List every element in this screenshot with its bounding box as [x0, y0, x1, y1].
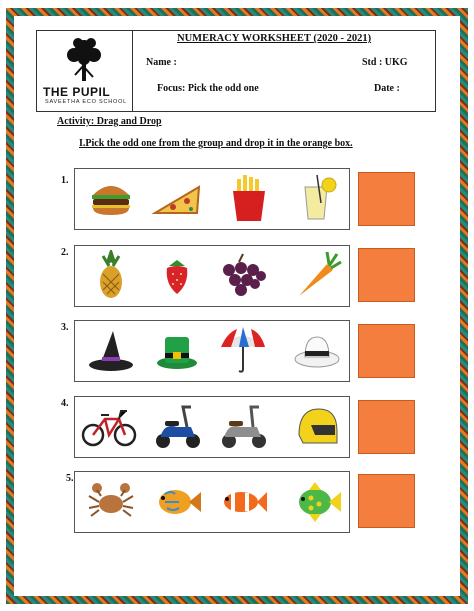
- drop-box-5[interactable]: [358, 474, 415, 528]
- witch-hat-icon[interactable]: [85, 325, 137, 375]
- focus-label: Focus: Pick the odd one: [157, 83, 259, 94]
- blue-scooter-icon[interactable]: [151, 401, 203, 451]
- question-number: 1.: [61, 175, 69, 186]
- drop-box-3[interactable]: [358, 324, 415, 378]
- crab-icon[interactable]: [85, 476, 137, 526]
- question-number: 4.: [61, 398, 69, 409]
- question-row-3: [74, 320, 350, 382]
- logo-text: THE PUPIL: [43, 85, 111, 99]
- activity-title: Activity: Drag and Drop: [57, 116, 162, 127]
- tree-icon: [65, 35, 103, 83]
- pineapple-icon[interactable]: [85, 250, 137, 300]
- carrot-icon[interactable]: [291, 250, 343, 300]
- green-hat-icon[interactable]: [151, 325, 203, 375]
- umbrella-icon[interactable]: [217, 325, 269, 375]
- question-row-5: [74, 471, 350, 533]
- bicycle-icon[interactable]: [81, 401, 137, 451]
- grapes-icon[interactable]: [217, 250, 269, 300]
- drop-box-2[interactable]: [358, 248, 415, 302]
- green-fish-icon[interactable]: [291, 476, 343, 526]
- instruction-text: I.Pick the odd one from the group and drop it in the orange box.: [79, 138, 353, 149]
- lemon-juice-icon[interactable]: [291, 173, 343, 223]
- strawberry-icon[interactable]: [151, 250, 203, 300]
- sunfish-icon[interactable]: [151, 476, 203, 526]
- question-number: 2.: [61, 247, 69, 258]
- french-fries-icon[interactable]: [223, 173, 275, 223]
- helmet-icon[interactable]: [291, 401, 343, 451]
- white-hat-icon[interactable]: [291, 325, 343, 375]
- date-label: Date :: [374, 83, 400, 94]
- std-label: Std : UKG: [362, 57, 408, 68]
- burger-icon[interactable]: [85, 173, 137, 223]
- question-number: 5.: [66, 473, 74, 484]
- worksheet-header: [36, 30, 436, 112]
- question-number: 3.: [61, 322, 69, 333]
- question-row-4: [74, 396, 350, 458]
- logo-subtitle: SAVEETHA ECO SCHOOL: [45, 99, 128, 105]
- question-row-1: [74, 168, 350, 230]
- name-label: Name :: [146, 57, 177, 68]
- school-logo: [37, 31, 133, 111]
- question-row-2: [74, 245, 350, 307]
- worksheet-title: NUMERACY WORKSHEET (2020 - 2021): [177, 33, 372, 44]
- drop-box-4[interactable]: [358, 400, 415, 454]
- pizza-slice-icon[interactable]: [151, 173, 203, 223]
- clownfish-icon[interactable]: [217, 476, 269, 526]
- drop-box-1[interactable]: [358, 172, 415, 226]
- grey-scooter-icon[interactable]: [217, 401, 269, 451]
